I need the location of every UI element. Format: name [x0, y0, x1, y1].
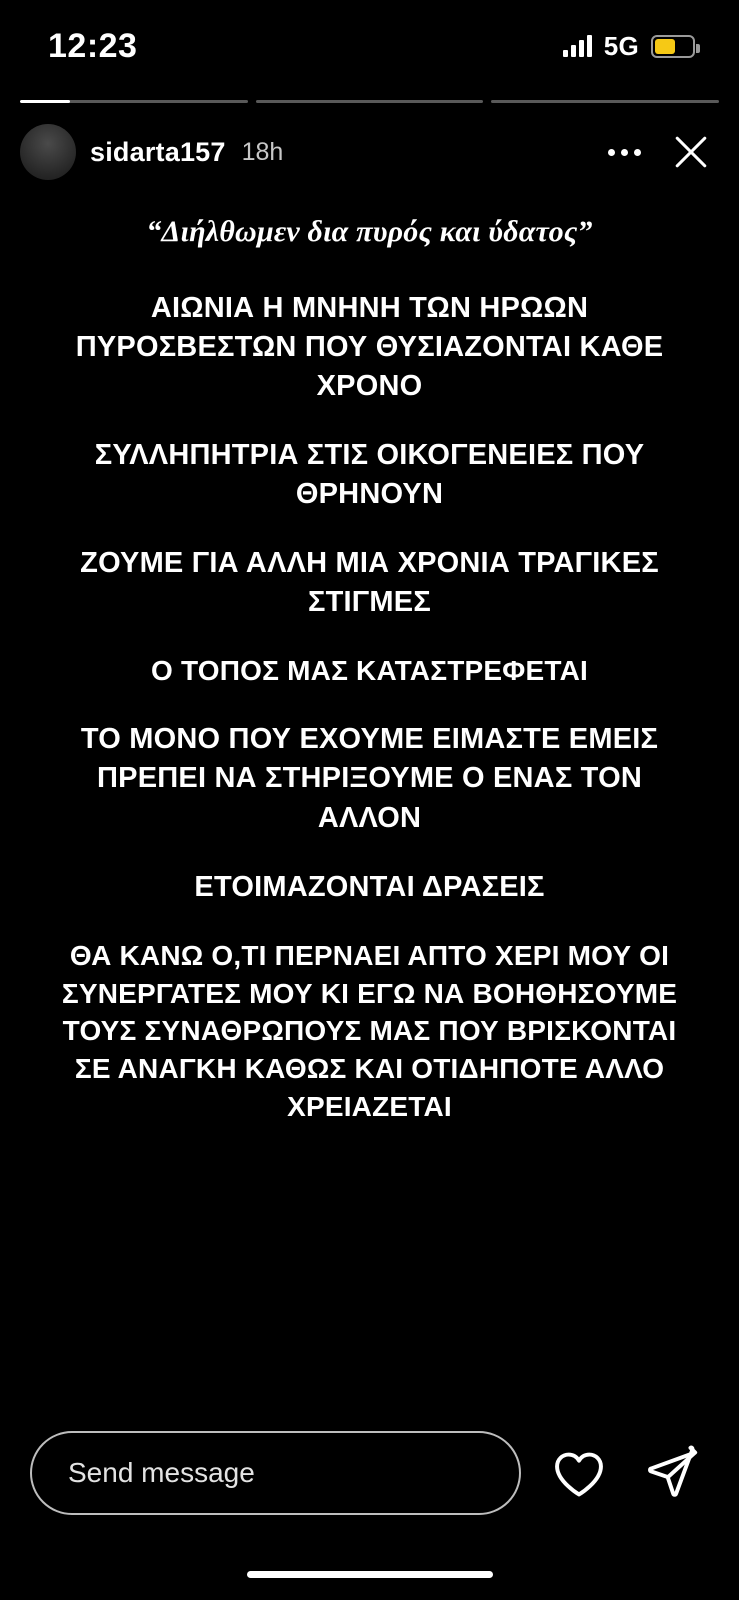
story-paragraph: ΤΟ ΜΟΝΟ ΠΟΥ ΕΧΟΥΜΕ ΕΙΜΑΣΤΕ ΕΜΕΙΣ ΠΡΕΠΕΙ ΝΑ ΣΤΗΡΙΞΟΥΜΕ Ο ΕΝΑΣ ΤΟΝ ΑΛΛΟΝ	[80, 723, 659, 834]
story-paragraph: ΘΑ ΚΑΝΩ Ο,ΤΙ ΠΕΡΝΑΕΙ ΑΠΤΟ ΧΕΡΙ ΜΟΥ ΟΙ ΣΥΝΕΡΓΑΤΕΣ ΜΟΥ ΚΙ ΕΓΩ ΝΑ ΒΟΗΘΗΣΟΥΜΕ ΤΟΥΣ ΣΥΝΑΘΡΩΠΟΥΣ ΜΑΣ ΠΟΥ ΒΡΙΣΚΟΝΤΑΙ ΣΕ ΑΝΑΓΚΗ ΚΑΘΩΣ ΚΑΙ ΟΤΙΔΗΠΟΤΕ ΑΛΛΟ ΧΡΕΙΑΖΕΤΑΙ	[61, 939, 678, 1123]
send-message-placeholder: Send message	[68, 1457, 255, 1488]
send-message-input[interactable]	[30, 1431, 521, 1515]
story-paragraph: “Διήλθωμεν δια πυρός και ύδατος”	[146, 215, 593, 248]
story-progress-segment[interactable]	[256, 100, 484, 103]
avatar[interactable]	[20, 124, 76, 180]
battery-icon	[651, 35, 695, 58]
story-reply-bar	[30, 1430, 709, 1516]
status-time: 12:23	[48, 26, 138, 65]
send-direct-icon[interactable]	[637, 1437, 709, 1509]
more-options-icon[interactable]	[598, 135, 651, 170]
story-paragraph: ΕΤΟΙΜΑΖΟΝΤΑΙ ΔΡΑΣΕΙΣ	[194, 870, 545, 903]
story-progress-segment[interactable]	[491, 100, 719, 103]
timestamp-label: 18h	[241, 137, 284, 166]
story-text-content	[42, 212, 697, 1156]
story-header	[20, 122, 719, 182]
close-icon[interactable]	[669, 130, 713, 174]
status-bar	[0, 0, 739, 92]
story-progress-bar	[20, 100, 719, 104]
story-paragraph: ΑΙΩΝΙΑ Η ΜΝΗΝΗ ΤΩΝ ΗΡΩΩΝ ΠΥΡΟΣΒΕΣΤΩΝ ΠΟΥ ΘΥΣΙΑΖΟΝΤΑΙ ΚΑΘΕ ΧΡΟΝΟ	[75, 291, 664, 402]
home-indicator	[247, 1571, 493, 1578]
story-paragraph: ΣΥΛΛΗΠΗΤΡΙΑ ΣΤΙΣ ΟΙΚΟΓΕΝΕΙΕΣ ΠΟΥ ΘΡΗΝΟΥΝ	[94, 438, 645, 511]
story-paragraph: Ο ΤΟΠΟΣ ΜΑΣ ΚΑΤΑΣΤΡΕΦΕΤΑΙ	[151, 655, 588, 687]
network-type-label: 5G	[603, 30, 639, 61]
story-progress-segment[interactable]	[20, 100, 248, 103]
status-indicators	[563, 31, 695, 62]
username-label[interactable]: sidarta157	[90, 136, 226, 167]
story-paragraph: ΖΟΥΜΕ ΓΙΑ ΑΛΛΗ ΜΙΑ ΧΡΟΝΙΑ ΤΡΑΓΙΚΕΣ ΣΤΙΓΜΕΣ	[80, 547, 659, 619]
cellular-signal-icon	[563, 35, 592, 57]
heart-icon[interactable]	[543, 1437, 615, 1509]
